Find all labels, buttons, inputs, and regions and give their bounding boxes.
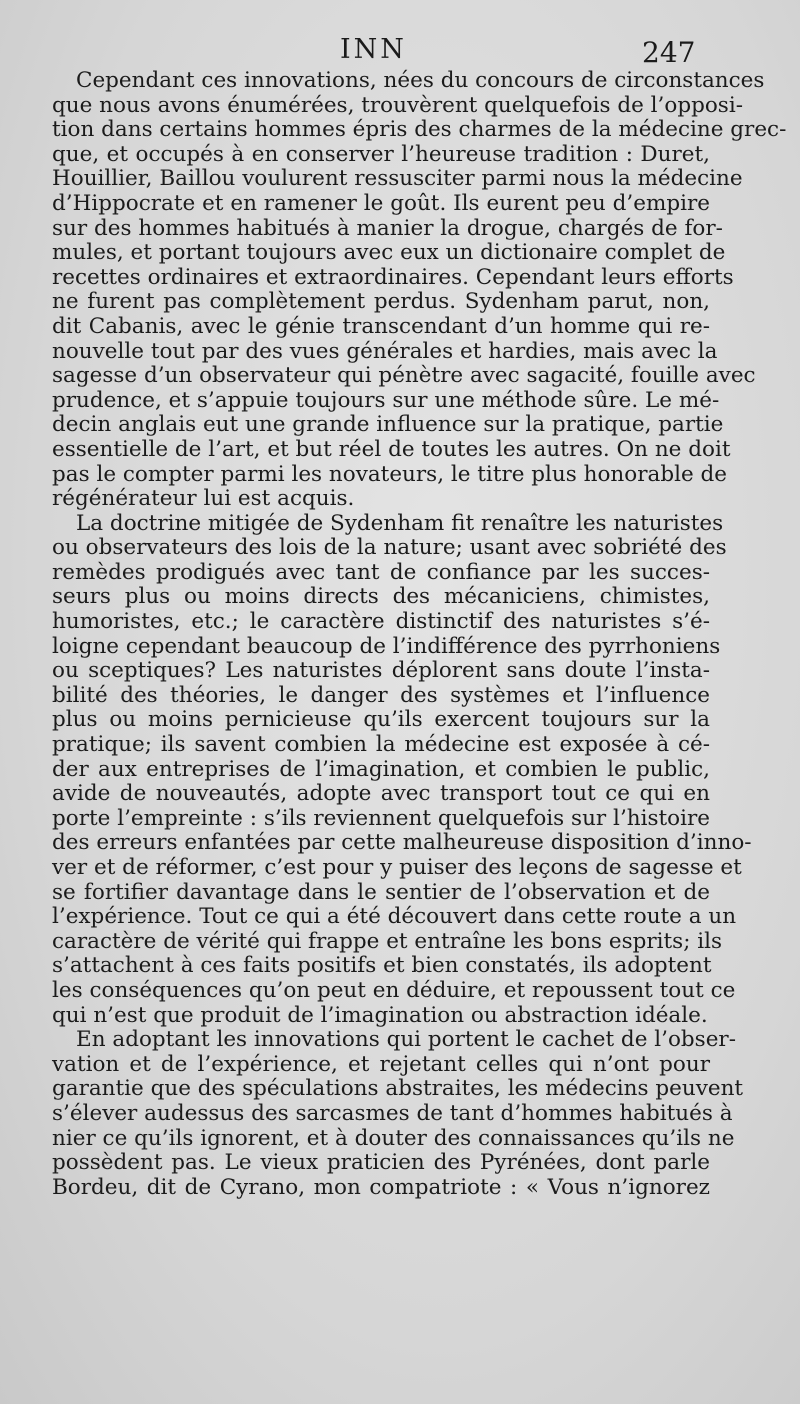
- text-line: sagesse d’un observateur qui pénètre avec sagacité, fouille avec: [52, 363, 756, 389]
- text-line: régénérateur lui est acquis.: [52, 486, 355, 512]
- text-line: humoristes, etc.; le caractère distinctif des naturistes s’é-: [52, 609, 710, 635]
- body-text: [52, 68, 787, 1200]
- text-line: der aux entreprises de l’imagination, et combien le public,: [52, 756, 710, 782]
- text-line: qui n’est que produit de l’imagination ou abstraction idéale.: [52, 1002, 708, 1028]
- text-line: Houillier, Baillou voulurent ressusciter parmi nous la médecine: [52, 166, 743, 192]
- text-line: porte l’empreinte : s’ils reviennent quelquefois sur l’histoire: [52, 805, 710, 831]
- text-line: essentielle de l’art, et but réel de toutes les autres. On ne doit: [52, 436, 731, 462]
- text-line: remèdes prodigués avec tant de confiance par les succes-: [52, 559, 710, 585]
- text-line: possèdent pas. Le vieux praticien des Pyrénées, dont parle: [52, 1150, 710, 1176]
- text-line: nier ce qu’ils ignorent, et à douter des connaissances qu’ils ne: [52, 1125, 735, 1151]
- text-line: ou observateurs des lois de la nature; usant avec sobriété des: [52, 535, 727, 561]
- text-line: plus ou moins pernicieuse qu’ils exercent toujours sur la: [52, 707, 710, 733]
- text-line: decin anglais eut une grande influence sur la pratique, partie: [52, 412, 724, 438]
- paragraph: [52, 1027, 744, 1200]
- text-line: ver et de réformer, c’est pour y puiser des leçons de sagesse et: [52, 855, 742, 880]
- text-line: dit Cabanis, avec le génie transcendant d’un homme qui re-: [52, 313, 710, 339]
- text-line: sur des hommes habitués à manier la drogue, chargés de for-: [52, 215, 723, 241]
- text-line: des erreurs enfantées par cette malheureuse disposition d’inno-: [52, 830, 752, 856]
- text-line: En adoptant les innovations qui portent le cachet de l’obser-: [76, 1027, 736, 1053]
- text-line: l’expérience. Tout ce qui a été découvert dans cette route a un: [52, 904, 737, 930]
- text-line: recettes ordinaires et extraordinaires. Cependant leurs efforts: [52, 264, 734, 290]
- text-line: bilité des théories, le danger des systèmes et l’influence: [52, 682, 710, 708]
- text-line: garantie que des spéculations abstraites, les médecins peuvent: [52, 1076, 744, 1102]
- text-line: vation et de l’expérience, et rejetant celles qui n’ont pour: [52, 1051, 710, 1077]
- text-line: d’Hippocrate et en ramener le goût. Ils eurent peu d’empire: [52, 190, 710, 216]
- text-line: s’élever audessus des sarcasmes de tant d’hommes habitués à: [52, 1100, 733, 1126]
- text-line: pas le compter parmi les novateurs, le titre plus honorable de: [52, 461, 728, 487]
- text-line: La doctrine mitigée de Sydenham fit renaître les naturistes: [76, 510, 724, 536]
- text-line: nouvelle tout par des vues générales et hardies, mais avec la: [52, 338, 718, 364]
- text-line: seurs plus ou moins directs des mécaniciens, chimistes,: [52, 584, 710, 610]
- text-line: les conséquences qu’on peut en déduire, et repoussent tout ce: [52, 977, 736, 1003]
- text-line: Cependant ces innovations, nées du concours de circonstances: [76, 68, 765, 93]
- text-line: se fortifier davantage dans le sentier de l’observation et de: [52, 879, 710, 905]
- text-line: caractère de vérité qui frappe et entraîne les bons esprits; ils: [52, 928, 723, 954]
- text-line: que, et occupés à en conserver l’heureuse tradition : Duret,: [52, 141, 710, 167]
- text-line: ou sceptiques? Les naturistes déplorent sans doute l’insta-: [52, 658, 710, 684]
- text-line: pratique; ils savent combien la médecine est exposée à cé-: [52, 732, 710, 758]
- page-number: 247: [642, 36, 696, 69]
- running-head: INN: [340, 34, 407, 65]
- text-line: loigne cependant beaucoup de l’indifférence des pyrrhoniens: [52, 633, 721, 659]
- text-line: Bordeu, dit de Cyrano, mon compatriote : « Vous n’ignorez: [52, 1174, 710, 1200]
- text-line: mules, et portant toujours avec eux un dictionaire complet de: [52, 240, 726, 266]
- text-line: tion dans certains hommes épris des charmes de la médecine grec-: [52, 117, 787, 143]
- paragraph: [52, 68, 787, 512]
- text-line: que nous avons énumérées, trouvèrent quelquefois de l’opposi-: [52, 92, 743, 118]
- text-line: avide de nouveautés, adopte avec transport tout ce qui en: [52, 781, 710, 807]
- text-line: ne furent pas complètement perdus. Sydenham parut, non,: [52, 289, 710, 315]
- paragraph: [52, 510, 752, 1028]
- text-line: s’attachent à ces faits positifs et bien constatés, ils adoptent: [52, 953, 712, 979]
- text-line: prudence, et s’appuie toujours sur une méthode sûre. Le mé-: [52, 387, 720, 413]
